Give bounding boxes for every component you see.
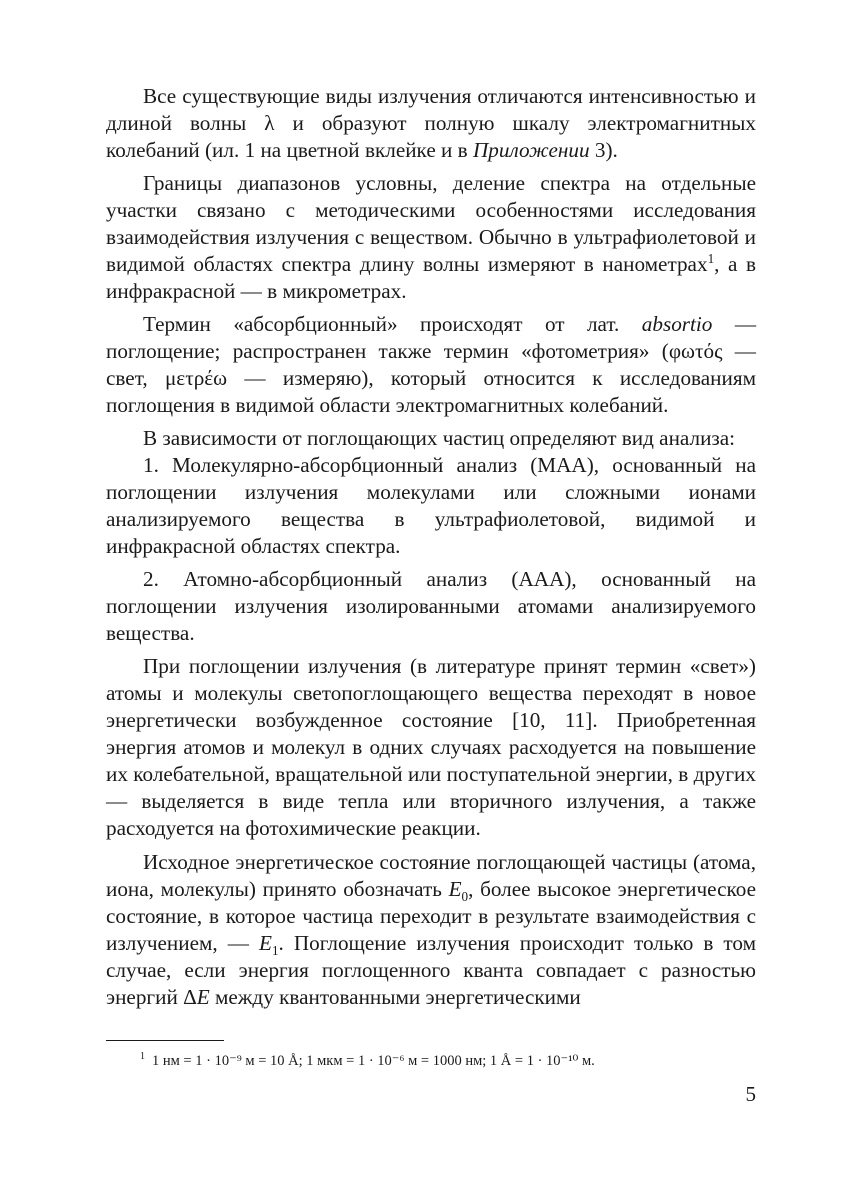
paragraph-1: Все существующие виды излучения отличаются интенсивностью и длиной волны λ и образуют полную шкалу электромагнитных колебаний (ил. 1 на цветной вклейке и в Приложении 3). — [106, 84, 756, 162]
paragraph-4: В зависимости от поглощающих частиц определяют вид анализа: — [143, 426, 736, 450]
paragraph-3: Термин «абсорбционный» происходят от лат. absortio — поглощение; распространен также термин «фотометрия» (φωτός — свет, μετρέω — измеряю), который относится к исследованиям поглощения в видимой области электромагнитных колебаний. — [106, 312, 757, 417]
symbol-e: E — [448, 877, 462, 901]
paragraph-6: 2. Атомно-абсорбционный анализ (ААА), основанный на поглощении излучения изолированными атомами анализируемого вещества. — [106, 567, 756, 645]
italic-reference: Приложении — [472, 138, 590, 162]
page-number: 5 — [745, 1082, 756, 1106]
paragraph-8: Исходное энергетическое состояние поглощающей частицы (атома, иона, молекулы) принято обозначать $E_0$, более высокое энергетическое состояние, в которое частица переходит в результате взаимодействия с излучением, — $E_1$. Поглощение излучения происходит только в том случае, если энергия поглощенного кванта совпадает с разностью энергий ΔE между квантованными энергетическими — [106, 850, 756, 1009]
footnote-text: 1 нм = 1 · 10⁻⁹ м = 10 Å; 1 мкм = 1 · 10⁻⁶ м = 1000 нм; 1 Å = 1 · 10⁻¹⁰ м. — [152, 1052, 595, 1069]
symbol-e: E — [259, 931, 272, 955]
footnote-reference[interactable]: 1 — [707, 250, 715, 266]
latin-term: absortio — [641, 312, 713, 336]
body-text — [106, 83, 756, 1011]
footnote-mark: 1 — [140, 1051, 145, 1062]
paragraph-7: При поглощении излучения (в литературе принят термин «свет») атомы и молекулы светопоглощающего вещества переходят в новое энергетически возбужденное состояние [10, 11]. Приобретенная энергия атомов и молекул в одних случаях расходуется на повышение их колебательной, вращательной или поступательной энергии, в других — выделяется в виде тепла или вторичного излучения, а также расходуется на фотохимические реакции. — [106, 654, 756, 840]
paragraph-2: Границы диапазонов условны, деление спектра на отдельные участки связано с методическими особенностями исследования взаимодействия излучения с веществом. Обычно в ультрафиолетовой и видимой областях спектра длину волны измеряют в нанометрах$^1$, а в инфракрасной — в микрометрах. — [106, 171, 756, 303]
symbol-e: E — [196, 985, 210, 1009]
footnote-divider — [106, 1040, 224, 1041]
paragraph-5: 1. Молекулярно-абсорбционный анализ (МАА), основанный на поглощении излучения молекулами или сложными ионами анализируемого вещества в ультрафиолетовой, видимой и инфракрасной областях спектра. — [106, 453, 756, 558]
footnote — [140, 1048, 760, 1070]
